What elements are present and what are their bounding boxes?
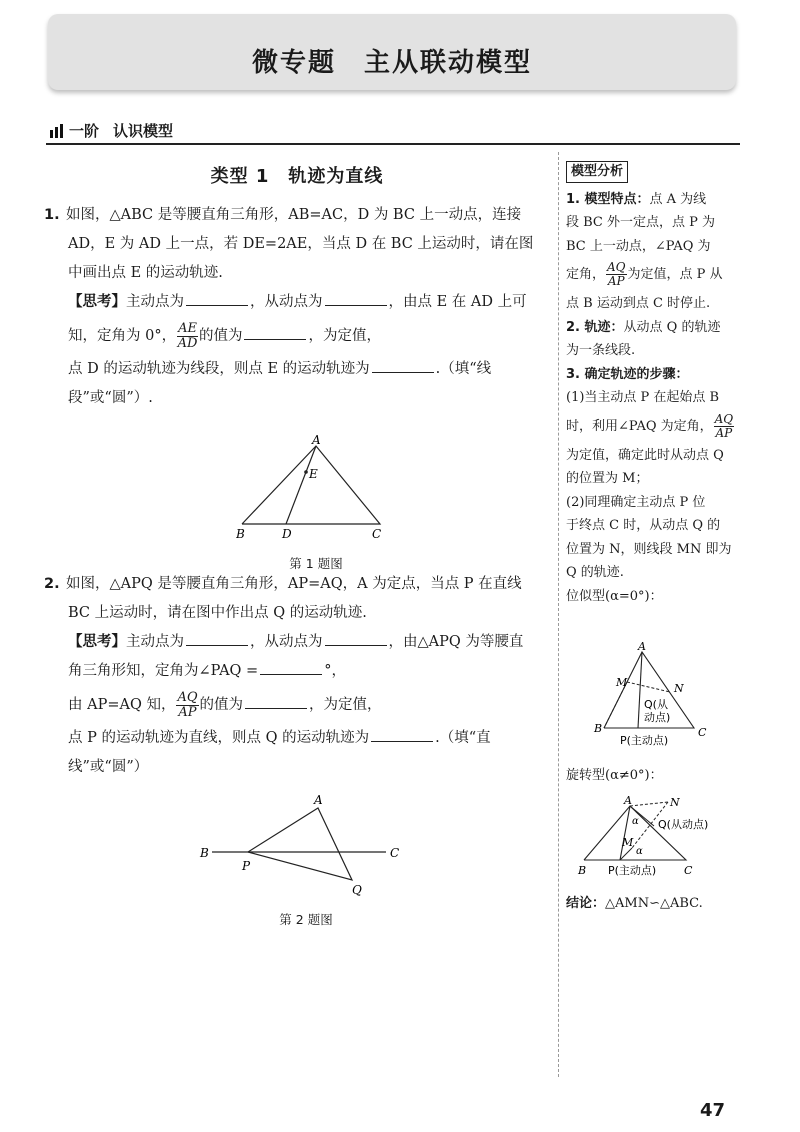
q1-think-text: 知，定角为 0°，	[68, 328, 177, 344]
q1-line-2: AD，E 为 AD 上一点，若 DE=2AE，当点 D 在 BC 上运动时，请在图	[68, 236, 534, 252]
sidebar-p3-f: 于终点 C 时，从动点 Q 的	[566, 518, 721, 533]
fraction-numerator: AQ	[177, 689, 198, 705]
question-2	[44, 570, 550, 782]
label-b: B	[578, 864, 587, 877]
q1-line-1: 如图，△ABC 是等腰直角三角形，AB=AC，D 为 BC 上一动点，连接	[66, 207, 522, 223]
sidebar-p3-e: (2)同理确定主动点 P 位	[566, 494, 706, 510]
sidebar-text: 从动点 Q 的轨迹	[623, 319, 721, 335]
q2-think-text: 由 AP=AQ 知，	[68, 697, 176, 713]
label-b: B	[594, 722, 603, 735]
q1-think-text: ，从动点为	[250, 294, 323, 310]
label-alpha: α	[632, 816, 639, 827]
section-rule	[46, 143, 740, 145]
rotate-type-svg	[574, 792, 734, 884]
label-alpha-2: α	[636, 846, 643, 857]
sidebar-text: 点 A 为线	[649, 191, 707, 207]
sidebar-p2-b: 为一条线段.	[566, 343, 636, 358]
fraction-denominator: AP	[607, 274, 625, 288]
q2-think-3	[44, 686, 550, 724]
sidebar-p3-a: (1)当主动点 P 在起始点 B	[566, 390, 720, 405]
sidebar-p2	[566, 316, 738, 340]
q2-think-text: ，由△APQ 为等腰直	[388, 634, 524, 650]
figure-2-caption: 第 2 题图	[279, 912, 333, 927]
sidebar-fraction-2	[714, 413, 735, 440]
sidebar-p1-b: 段 BC 外一定点，点 P 为	[566, 215, 716, 230]
q1-think-text: 点 D 的运动轨迹为线段，则点 E 的运动轨迹为	[68, 361, 370, 377]
q2-blank-4[interactable]	[245, 692, 307, 709]
label-c: C	[372, 527, 382, 541]
q2-fraction	[176, 691, 198, 720]
q2-think-text: 的值为	[199, 697, 244, 713]
label-a: A	[314, 793, 323, 807]
q2-line-2: BC 上运动时，请在图中作出点 Q 的运动轨迹.	[68, 605, 367, 621]
q2-think-text: 角三角形知，定角为∠PAQ =	[68, 663, 259, 679]
header-banner	[48, 14, 736, 90]
q1-blank-1[interactable]	[186, 289, 248, 306]
sidebar-p1-e: 点 B 运动到点 C 时停止.	[566, 296, 711, 311]
q1-think-text: .（填“线	[435, 361, 492, 377]
label-c: C	[684, 864, 693, 877]
q2-think-text: 主动点为	[126, 634, 184, 650]
label-p: P	[242, 859, 251, 873]
label-q: Q(从动点)	[658, 818, 709, 831]
fraction-numerator: AE	[178, 320, 197, 336]
q2-think-5: 线”或“圆”）	[68, 759, 149, 775]
label-a: A	[624, 794, 632, 807]
q2-number: 2.	[44, 576, 60, 592]
sidebar-p3-c: 为定值，确定此时从动点 Q	[566, 447, 724, 463]
q1-number: 1.	[44, 207, 60, 223]
q1-fraction	[177, 322, 198, 351]
label-q2: 动点)	[644, 711, 671, 724]
similar-type-svg	[590, 640, 710, 750]
q2-think-1	[44, 628, 550, 657]
q1-blank-2[interactable]	[325, 289, 387, 306]
section-level: 一阶	[69, 122, 100, 140]
q1-think-4: 段”或“圆”）.	[68, 390, 153, 406]
figure-1-caption: 第 1 题图	[289, 556, 343, 571]
segment-ap	[638, 652, 642, 728]
q2-blank-2[interactable]	[325, 629, 387, 646]
q1-think-2	[44, 317, 550, 355]
sidebar-p3-h: Q 的轨迹.	[566, 565, 624, 580]
q2-blank-5[interactable]	[371, 725, 433, 742]
q2-think-4	[44, 724, 550, 753]
label-n: N	[670, 796, 680, 809]
similar-type-figure	[590, 640, 710, 750]
q1-think-3	[44, 355, 550, 384]
label-a: A	[312, 433, 321, 447]
sidebar-label: 1. 模型特点：	[566, 191, 650, 207]
q2-think-label: 【思考】	[68, 634, 126, 650]
q2-think-text: °，	[324, 663, 346, 679]
triangle-abc	[584, 806, 686, 860]
label-q1: Q(从	[644, 698, 668, 711]
label-e: E	[309, 467, 318, 481]
dash-an	[630, 802, 668, 806]
triangle-apq	[248, 808, 352, 880]
sidebar-p3	[566, 363, 738, 387]
q1-blank-4[interactable]	[372, 356, 434, 373]
q1-think-text: 的值为	[198, 328, 243, 344]
similar-type-label: 位似型(α=0°)：	[566, 588, 663, 604]
conclusion-text: △AMN∽△ABC.	[605, 896, 703, 911]
sidebar-text: 为定值，点 P 从	[627, 267, 723, 282]
type-title: 类型 1 轨迹为直线	[210, 166, 384, 187]
page-title: 微专题 主从联动模型	[251, 48, 532, 78]
section-heading	[50, 120, 173, 141]
fraction-numerator: AQ	[714, 411, 734, 426]
fraction-denominator: AP	[178, 704, 197, 720]
sidebar-label: 2. 轨迹：	[566, 319, 624, 335]
q2-blank-3[interactable]	[260, 658, 322, 675]
fraction-denominator: AD	[177, 335, 198, 351]
label-p: P(主动点)	[620, 734, 669, 747]
column-divider	[558, 152, 559, 1077]
sidebar-heading: 模型分析	[566, 161, 628, 183]
q2-line-1: 如图，△APQ 是等腰直角三角形，AP=AQ，A 为定点，当点 P 在直线	[66, 576, 522, 592]
sidebar-p1-d	[566, 258, 738, 292]
sidebar-p1	[566, 188, 738, 212]
sidebar-p3-b	[566, 410, 738, 444]
section-name: 认识模型	[113, 122, 174, 140]
page-number: 47	[700, 1100, 726, 1121]
q1-think-label: 【思考】	[68, 294, 126, 310]
q1-think-text: 主动点为	[126, 294, 184, 310]
q2-think-text: .（填“直	[435, 730, 491, 746]
figure-2	[196, 790, 416, 930]
figure-1-svg	[236, 432, 396, 550]
q2-think-2	[44, 657, 550, 686]
sidebar-p3-g: 位置为 N，则线段 MN 即为	[566, 541, 732, 557]
q2-think-text: 点 P 的运动轨迹为直线，则点 Q 的运动轨迹为	[68, 730, 370, 746]
label-d: D	[282, 527, 292, 541]
sidebar-text: 时，利用∠PAQ 为定角，	[566, 418, 713, 434]
label-m: M	[622, 836, 634, 849]
sidebar-p1-c: BC 上一动点，∠PAQ 为	[566, 238, 711, 254]
label-m: M	[616, 676, 628, 689]
question-1	[44, 201, 550, 413]
q2-blank-1[interactable]	[186, 629, 248, 646]
label-a: A	[638, 640, 646, 653]
rotate-type-label: 旋转型(α≠0°)：	[566, 768, 663, 783]
conclusion-label: 结论：	[566, 896, 606, 911]
sidebar-label: 3. 确定轨迹的步骤：	[566, 366, 689, 382]
q1-blank-3[interactable]	[244, 323, 306, 340]
segment-ad	[286, 446, 316, 524]
sidebar-p3-d: 的位置为 M；	[566, 471, 649, 486]
label-c: C	[698, 726, 707, 739]
q1-think-text: ，为定值，	[308, 328, 381, 344]
figure-1	[236, 432, 396, 572]
label-p: P(主动点)	[608, 864, 657, 877]
fraction-denominator: AP	[715, 425, 733, 440]
label-b: B	[236, 527, 245, 541]
sidebar-fraction-1	[606, 261, 627, 288]
q2-think-text: ，为定值，	[309, 697, 382, 713]
sidebar-text: 定角，	[566, 267, 606, 282]
label-q: Q	[352, 883, 362, 897]
bar-chart-icon	[50, 124, 63, 138]
q1-think-text: ，由点 E 在 AD 上可	[388, 294, 527, 310]
q1-line-3: 中画出点 E 的运动轨迹.	[68, 265, 223, 281]
conclusion	[566, 894, 703, 914]
model-analysis-sidebar	[566, 160, 738, 608]
q2-think-text: ，从动点为	[250, 634, 323, 650]
point-e	[304, 470, 308, 474]
q1-think-1	[44, 288, 550, 317]
figure-2-svg	[196, 790, 416, 906]
label-c: C	[390, 846, 400, 860]
label-n: N	[674, 682, 684, 695]
label-b: B	[200, 846, 209, 860]
fraction-numerator: AQ	[607, 260, 626, 274]
rotate-type-figure	[574, 792, 734, 884]
